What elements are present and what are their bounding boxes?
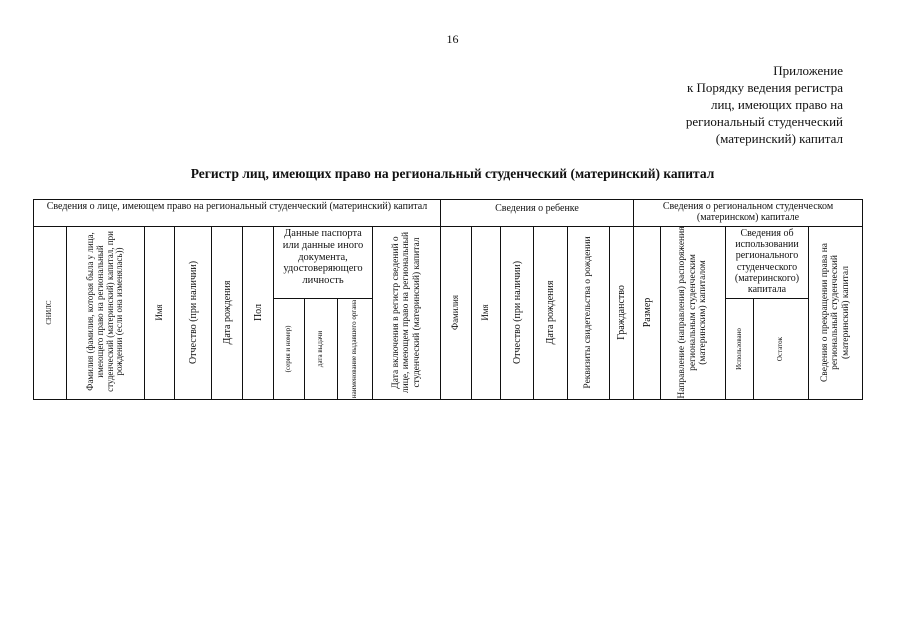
- column-header-remainder: Остаток: [776, 336, 785, 362]
- appendix-line: Приложение: [773, 63, 843, 78]
- column-header-used: Использовано: [734, 328, 743, 370]
- usage-subheader: Сведения об использовании регионального студенческого (материнского) капитала: [734, 228, 800, 295]
- column-header-child-surname: Фамилия: [450, 294, 461, 331]
- column-header-sex: Пол: [252, 303, 264, 322]
- column-header-child-patronymic: Отчество (при наличии): [511, 260, 523, 365]
- appendix-line: (материнский) капитал: [715, 131, 843, 146]
- register-title: Регистр лиц, имеющих право на региональный студенческий (материнский) капитал: [190, 166, 715, 181]
- group-capital-header: Сведения о региональном студенческом (материнском) капитале: [662, 201, 834, 224]
- column-header-termination: Сведения о прекращении права на региональный студенческий (материнский) капитал: [819, 242, 851, 383]
- column-header-snils: СНИЛС: [45, 300, 54, 325]
- column-header-register-date: Дата включения в регистр сведений о лице, имеющем право на региональный студенческий (материнский) капитал: [390, 231, 422, 394]
- appendix-line: к Порядку ведения регистра: [686, 80, 843, 95]
- appendix-line: лиц, имеющих право на: [710, 97, 843, 112]
- column-header-passport-issuer: наименование выдавшего органа: [350, 299, 359, 399]
- passport-subheader: Данные паспорта или данные иного документа, удостоверяющего личность: [282, 228, 364, 286]
- column-header-size: Размер: [641, 297, 653, 328]
- group-child-header: Сведения о ребенке: [495, 203, 579, 214]
- column-header-child-certificate: Реквизиты свидетельства о рождении: [583, 236, 594, 389]
- column-header-passport-date: дата выдачи: [316, 330, 325, 368]
- column-header-passport-series: (серия и номер): [284, 325, 293, 373]
- column-header-direction: Направление (направления) распоряжения региональным студенческим (материнским) капиталом: [677, 226, 709, 399]
- column-header-child-name: Имя: [480, 304, 491, 321]
- column-header-surname: Фамилия (фамилия, которая была у лица, имеющего право на региональный студенческий (материнский) капитал, при рождении (если она изменялась)): [84, 231, 125, 392]
- appendix-line: региональный студенческий: [685, 114, 843, 129]
- group-person-header: Сведения о лице, имеющем право на региональный студенческий (материнский) капитал: [46, 201, 428, 212]
- column-header-patronymic: Отчество (при наличии): [187, 260, 199, 365]
- column-header-birthdate: Дата рождения: [221, 280, 233, 345]
- column-header-name: Имя: [153, 304, 164, 321]
- column-header-child-birthdate: Дата рождения: [545, 280, 556, 345]
- page-number: 16: [446, 32, 459, 46]
- column-header-child-citizenship: Гражданство: [616, 285, 627, 340]
